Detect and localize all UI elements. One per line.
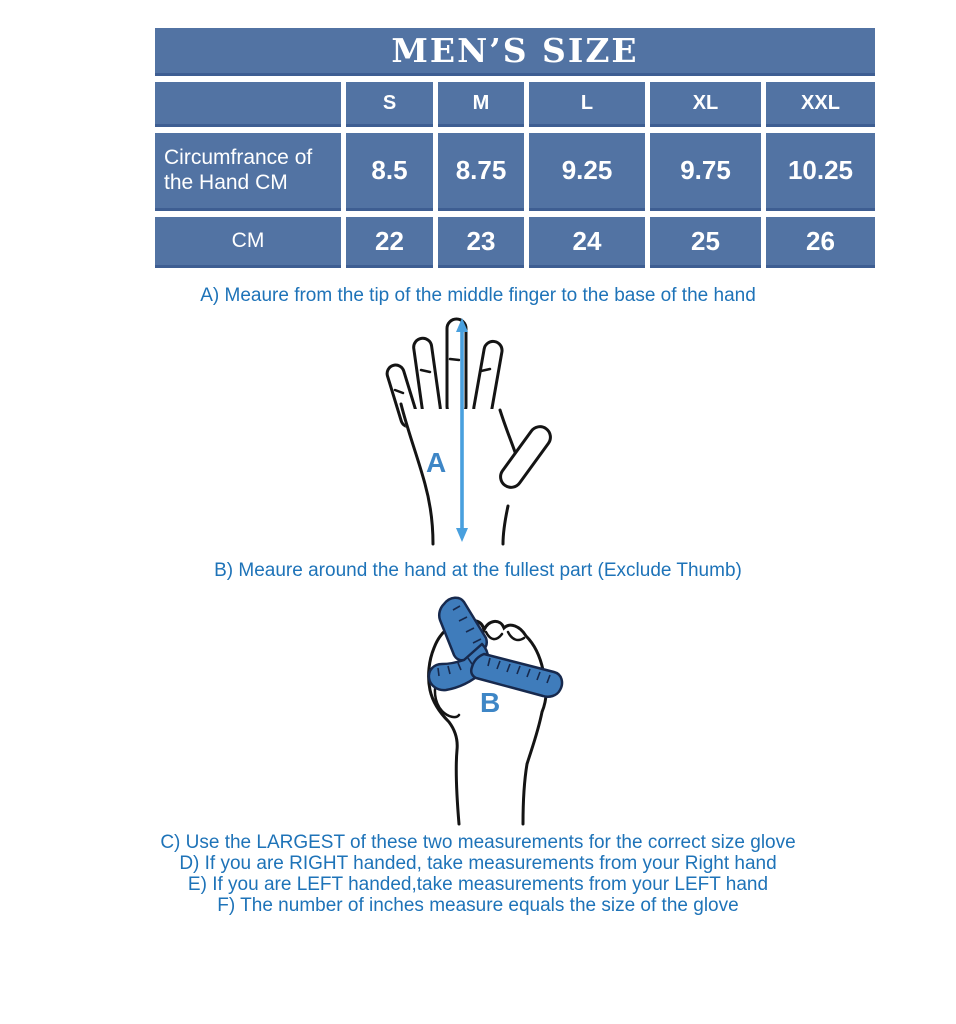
instruction-d: D) If you are RIGHT handed, take measurements from your Right hand	[179, 853, 777, 874]
table-corner-cell	[155, 82, 341, 127]
instruction-f: F) The number of inches measure equals the size of the glove	[217, 895, 739, 916]
index-finger	[472, 340, 503, 419]
cm-value-m: 23	[438, 217, 524, 268]
middle-crease	[450, 359, 459, 360]
column-header-l: L	[529, 82, 645, 127]
column-header-xxl: XXL	[766, 82, 875, 127]
column-header-s: S	[346, 82, 433, 127]
circumference-value-l: 9.25	[529, 133, 645, 211]
instruction-c: C) Use the LARGEST of these two measurements for the correct size glove	[160, 832, 796, 853]
table-title: MEN’S SIZE	[155, 28, 875, 76]
circumference-value-xxl: 10.25	[766, 133, 875, 211]
hand-circumference-illustration	[398, 584, 588, 826]
instruction-b: B) Meaure around the hand at the fullest part (Exclude Thumb)	[214, 560, 742, 581]
column-header-m: M	[438, 82, 524, 127]
circumference-value-xl: 9.75	[650, 133, 761, 211]
cm-value-l: 24	[529, 217, 645, 268]
cm-value-s: 22	[346, 217, 433, 268]
circumference-value-s: 8.5	[346, 133, 433, 211]
hand-length-illustration	[378, 314, 556, 546]
instruction-e: E) If you are LEFT handed,take measurements from your LEFT hand	[187, 874, 769, 895]
cm-value-xl: 25	[650, 217, 761, 268]
hand-length-label: A	[426, 447, 447, 478]
cm-value-xxl: 26	[766, 217, 875, 268]
hand-circumference-label: B	[480, 687, 501, 718]
ring-finger	[413, 337, 442, 419]
column-header-xl: XL	[650, 82, 761, 127]
row-label-cm: CM	[155, 217, 341, 268]
instruction-list	[0, 832, 956, 916]
instruction-a: A) Meaure from the tip of the middle finger to the base of the hand	[200, 285, 756, 306]
circumference-value-m: 8.75	[438, 133, 524, 211]
mens-size-table	[155, 28, 875, 268]
row-label-circumference: Circumfrance of the Hand CM	[155, 133, 341, 211]
